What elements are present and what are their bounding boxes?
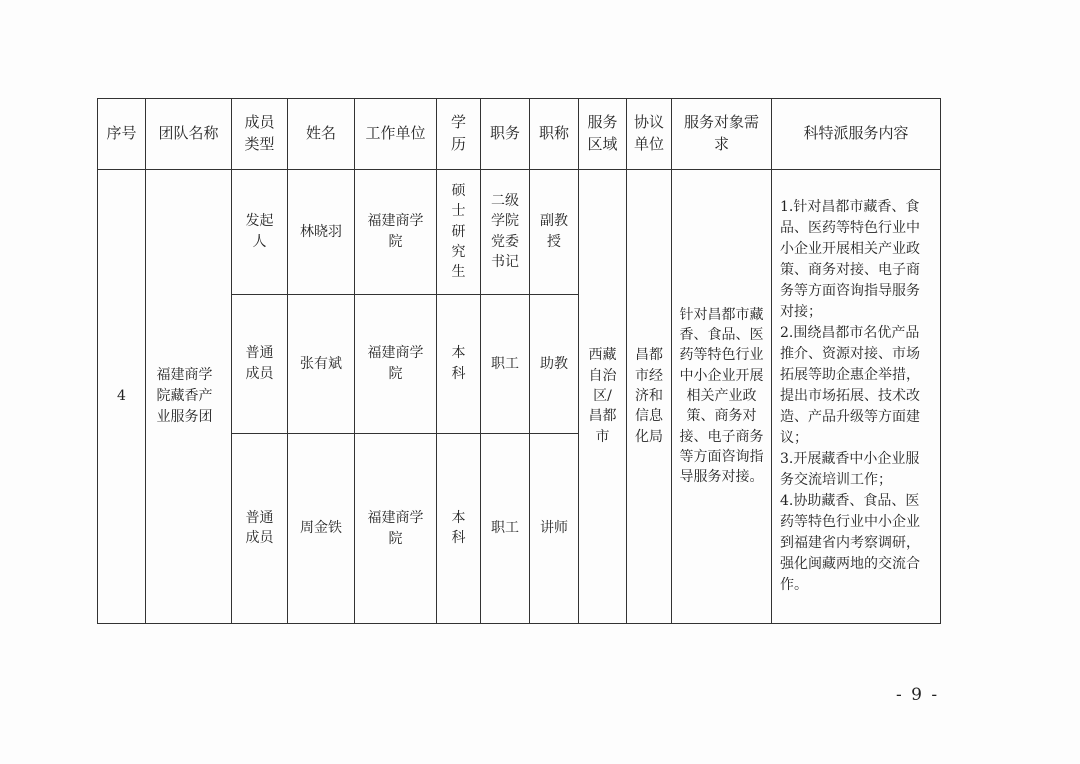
member-name: 周金铁 — [288, 434, 355, 624]
member-position: 二级学院党委书记 — [481, 170, 530, 295]
header-name: 姓名 — [288, 99, 355, 170]
member-title: 助教 — [530, 295, 579, 434]
service-content-item: 1.针对昌都市藏香、食品、医药等特色行业中小企业开展相关产业政策、商务对接、电子商务等方面咨询指导服务对接； — [780, 199, 920, 320]
header-education: 学历 — [437, 99, 481, 170]
service-content-item: 3.开展藏香中小企业服务交流培训工作； — [780, 451, 920, 488]
member-title: 讲师 — [530, 434, 579, 624]
header-title: 职称 — [530, 99, 579, 170]
header-partner-unit: 协议单位 — [627, 99, 672, 170]
service-content-item: 4.协助藏香、食品、医药等特色行业中小企业到福建省内考察调研，强化闽藏两地的交流合作。 — [780, 493, 920, 593]
header-service-area: 服务区域 — [579, 99, 627, 170]
partner-unit: 昌都市经济和信息化局 — [627, 170, 672, 624]
service-content — [772, 170, 941, 624]
member-education: 硕士研究生 — [437, 170, 481, 295]
member-title: 副教授 — [530, 170, 579, 295]
header-team-name: 团队名称 — [146, 99, 232, 170]
header-workplace: 工作单位 — [355, 99, 437, 170]
member-education: 本科 — [437, 434, 481, 624]
member-workplace: 福建商学院 — [355, 295, 437, 434]
header-service-content: 科特派服务内容 — [772, 99, 941, 170]
member-position: 职工 — [481, 295, 530, 434]
table-row — [98, 170, 941, 295]
team-member-table — [97, 98, 941, 624]
table-header-row — [98, 99, 941, 170]
member-workplace: 福建商学院 — [355, 434, 437, 624]
team-name: 福建商学院藏香产业服务团 — [146, 170, 232, 624]
member-type: 普通成员 — [232, 295, 288, 434]
page-number: - 9 - — [896, 685, 940, 705]
member-position: 职工 — [481, 434, 530, 624]
member-type: 发起人 — [232, 170, 288, 295]
member-education: 本科 — [437, 295, 481, 434]
header-position: 职务 — [481, 99, 530, 170]
header-service-needs: 服务对象需求 — [672, 99, 772, 170]
member-name: 林晓羽 — [288, 170, 355, 295]
member-workplace: 福建商学院 — [355, 170, 437, 295]
service-area: 西藏自治区/昌都市 — [579, 170, 627, 624]
service-needs: 针对昌都市藏香、食品、医药等特色行业中小企业开展相关产业政策、商务对接、电子商务等方面咨询指导服务对接。 — [672, 170, 772, 624]
team-seq: 4 — [98, 170, 146, 624]
service-content-item: 2.围绕昌都市名优产品推介、资源对接、市场拓展等助企惠企举措，提出市场拓展、技术改造、产品升级等方面建议； — [780, 325, 920, 446]
member-name: 张有斌 — [288, 295, 355, 434]
header-member-type: 成员类型 — [232, 99, 288, 170]
member-type: 普通成员 — [232, 434, 288, 624]
header-seq: 序号 — [98, 99, 146, 170]
